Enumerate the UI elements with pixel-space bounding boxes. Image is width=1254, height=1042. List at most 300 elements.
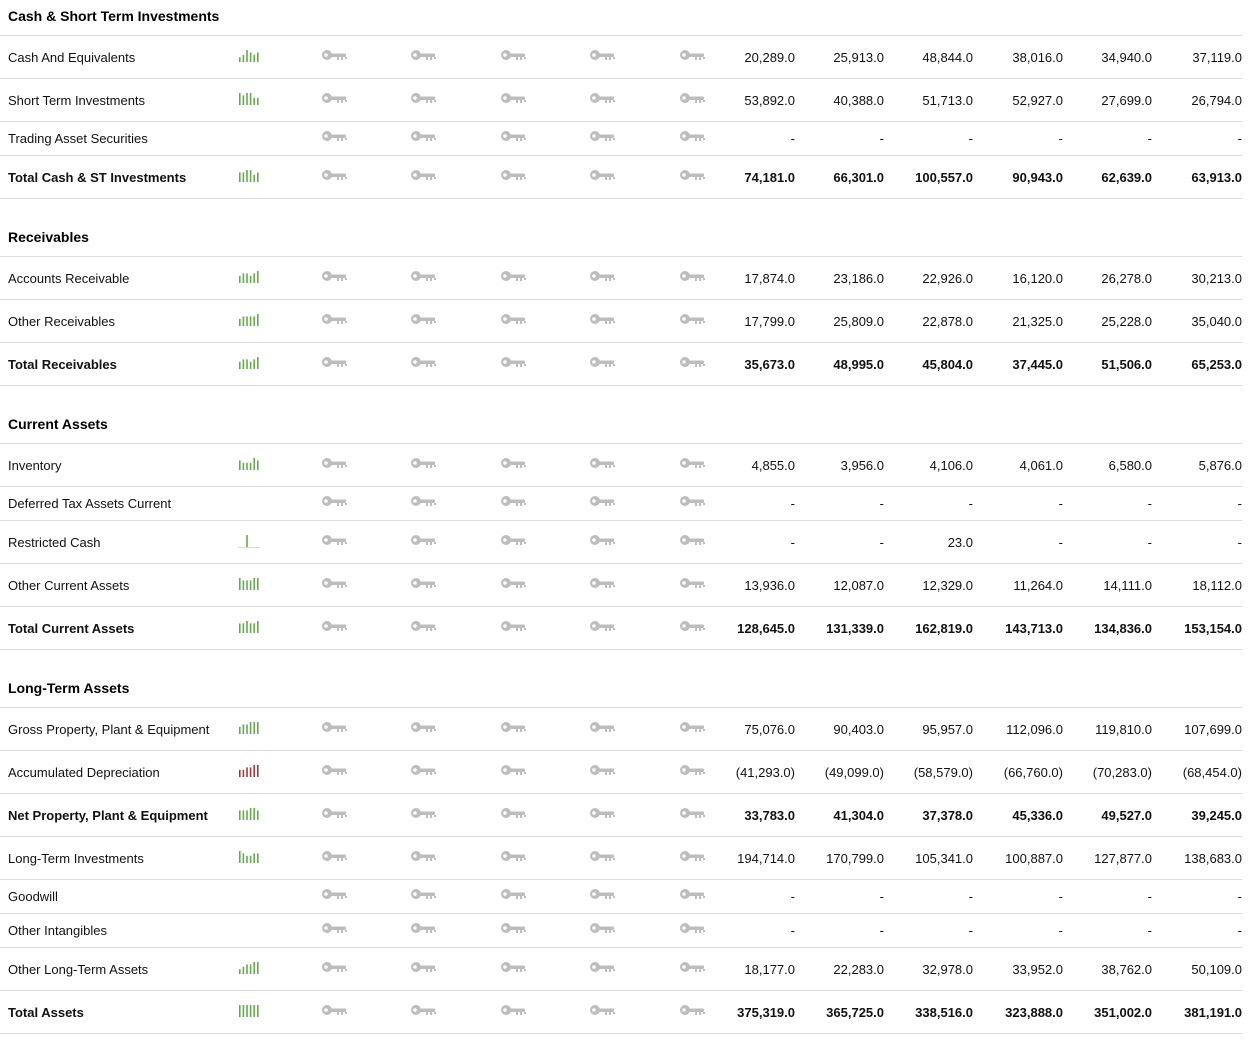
value-cell: 11,264.0	[1013, 577, 1063, 593]
row-label[interactable]: Goodwill	[8, 889, 58, 904]
row-label[interactable]: Other Current Assets	[8, 577, 130, 593]
value-cell: 194,714.0	[737, 850, 795, 866]
sparkline-chart-icon[interactable]	[238, 764, 260, 778]
locked-key-icon[interactable]	[500, 269, 528, 283]
sparkline-bar	[239, 623, 241, 633]
sparkline-bar	[257, 765, 259, 777]
row-divider	[0, 385, 1242, 386]
row-label[interactable]: Gross Property, Plant & Equipment	[8, 721, 210, 737]
locked-key-icon[interactable]	[321, 619, 349, 633]
sparkline-bar	[253, 1005, 255, 1017]
sparkline-bar	[253, 578, 255, 590]
value-cell: 18,177.0	[744, 961, 795, 977]
value-cell: 22,926.0	[922, 270, 973, 286]
row-label[interactable]: Total Cash & ST Investments	[8, 169, 187, 185]
table-row	[0, 486, 1254, 520]
row-label[interactable]: Other Long-Term Assets	[8, 961, 149, 977]
value-cell: 25,913.0	[833, 49, 884, 65]
value-cell: 95,957.0	[922, 721, 973, 737]
locked-key-icon[interactable]	[589, 806, 617, 820]
locked-key-icon[interactable]	[589, 576, 617, 590]
locked-key-icon[interactable]	[410, 456, 438, 470]
locked-key-icon[interactable]	[410, 763, 438, 777]
value-cell: 90,943.0	[1012, 169, 1063, 185]
locked-key-icon[interactable]	[321, 312, 349, 326]
value-cell: 375,319.0	[737, 1004, 795, 1020]
value-cell: -	[968, 923, 973, 938]
value-cell: 23,186.0	[833, 270, 884, 286]
locked-key-icon[interactable]	[589, 494, 617, 508]
locked-key-icon[interactable]	[321, 494, 349, 508]
row-label[interactable]: Trading Asset Securities	[8, 131, 148, 146]
value-cell: 65,253.0	[1191, 356, 1242, 372]
locked-key-icon[interactable]	[410, 960, 438, 974]
table-row	[0, 563, 1254, 606]
sparkline-bar	[239, 275, 241, 282]
locked-key-icon[interactable]	[321, 806, 349, 820]
sparkline-bar	[239, 318, 241, 325]
sparkline-bar	[253, 623, 255, 633]
sparkline-chart-icon[interactable]	[238, 457, 260, 471]
value-cell: -	[879, 889, 884, 904]
locked-key-icon[interactable]	[500, 168, 528, 182]
row-label[interactable]: Inventory	[8, 457, 62, 473]
row-label[interactable]: Cash And Equivalents	[8, 49, 136, 65]
sparkline-bar	[246, 964, 248, 974]
locked-key-icon[interactable]	[589, 849, 617, 863]
value-cell: -	[790, 889, 795, 904]
locked-key-icon[interactable]	[321, 763, 349, 777]
table-row	[0, 443, 1254, 486]
value-cell: 4,106.0	[929, 457, 973, 473]
value-cell: 53,892.0	[744, 92, 795, 108]
value-cell: 51,713.0	[922, 92, 973, 108]
locked-key-icon[interactable]	[589, 168, 617, 182]
table-row	[0, 750, 1254, 793]
sparkline-bar	[246, 810, 248, 820]
locked-key-icon[interactable]	[589, 456, 617, 470]
sparkline-chart-icon[interactable]	[238, 961, 260, 975]
locked-key-icon[interactable]	[321, 849, 349, 863]
value-cell: 90,403.0	[833, 721, 884, 737]
value-cell: 39,245.0	[1191, 807, 1242, 823]
table-row	[0, 78, 1254, 121]
sparkline-bar	[239, 726, 241, 733]
sparkline-bar	[243, 359, 245, 369]
value-cell: 100,887.0	[1005, 850, 1063, 866]
sparkline-bar	[253, 54, 255, 61]
sparkline-bar	[257, 810, 259, 820]
sparkline-bar	[257, 962, 259, 974]
locked-key-icon[interactable]	[589, 48, 617, 62]
locked-key-icon[interactable]	[500, 312, 528, 326]
locked-key-icon[interactable]	[589, 921, 617, 935]
table-row	[0, 836, 1254, 879]
sparkline-bar	[253, 97, 255, 104]
locked-key-icon[interactable]	[321, 355, 349, 369]
table-row	[0, 707, 1254, 750]
locked-key-icon[interactable]	[500, 849, 528, 863]
sparkline-bar	[250, 767, 252, 777]
row-divider	[0, 649, 1242, 650]
value-cell: 37,378.0	[922, 807, 973, 823]
sparkline-bar	[239, 1005, 241, 1017]
locked-key-icon[interactable]	[589, 720, 617, 734]
value-cell: 33,952.0	[1012, 961, 1063, 977]
row-label[interactable]: Long-Term Investments	[8, 850, 144, 866]
table-row	[0, 913, 1254, 947]
value-cell: 153,154.0	[1184, 620, 1242, 636]
locked-key-icon[interactable]	[410, 494, 438, 508]
sparkline-bar	[250, 1005, 252, 1017]
locked-key-icon[interactable]	[321, 269, 349, 283]
sparkline-bar	[246, 855, 248, 862]
locked-key-icon[interactable]	[589, 887, 617, 901]
value-cell: (70,283.0)	[1092, 764, 1152, 780]
locked-key-icon[interactable]	[321, 456, 349, 470]
locked-key-icon[interactable]	[321, 533, 349, 547]
row-label[interactable]: Total Receivables	[8, 356, 117, 372]
locked-key-icon[interactable]	[589, 960, 617, 974]
sparkline-bar	[239, 810, 241, 820]
sparkline-chart-icon[interactable]	[238, 92, 260, 106]
sparkline-bar	[250, 361, 252, 368]
sparkline-bar	[246, 535, 248, 547]
value-cell: 138,683.0	[1184, 850, 1242, 866]
value-cell: 119,810.0	[1095, 721, 1152, 737]
sparkline-chart-icon[interactable]	[238, 850, 260, 864]
section-title: Long-Term Assets	[8, 680, 130, 696]
sparkline-bar	[250, 93, 252, 105]
sparkline-bar	[243, 54, 245, 61]
value-cell: 35,673.0	[744, 356, 795, 372]
sparkline-bar	[246, 359, 248, 369]
sparkline-bar	[250, 722, 252, 734]
row-divider	[0, 1033, 1242, 1034]
locked-key-icon[interactable]	[410, 1003, 438, 1017]
sparkline-bar	[257, 271, 259, 283]
row-label[interactable]: Accumulated Depreciation	[8, 764, 160, 780]
value-cell: 20,289.0	[744, 49, 795, 65]
sparkline-bar	[243, 273, 245, 283]
sparkline-bar	[243, 580, 245, 590]
locked-key-icon[interactable]	[321, 129, 349, 143]
sparkline-bar	[246, 462, 248, 469]
value-cell: 21,325.0	[1012, 313, 1063, 329]
value-cell: 27,699.0	[1101, 92, 1152, 108]
locked-key-icon[interactable]	[410, 129, 438, 143]
locked-key-icon[interactable]	[589, 269, 617, 283]
locked-key-icon[interactable]	[589, 91, 617, 105]
locked-key-icon[interactable]	[410, 48, 438, 62]
value-cell: (66,760.0)	[1003, 764, 1063, 780]
table-row	[0, 121, 1254, 155]
locked-key-icon[interactable]	[589, 619, 617, 633]
value-cell: 112,096.0	[1006, 721, 1063, 737]
value-cell: -	[968, 131, 973, 146]
locked-key-icon[interactable]	[500, 619, 528, 633]
sparkline-bar	[257, 52, 259, 62]
value-cell: 18,112.0	[1192, 577, 1242, 593]
value-cell: 66,301.0	[833, 169, 884, 185]
sparkline-bar	[239, 172, 241, 182]
value-cell: -	[1147, 131, 1152, 146]
sparkline-bar	[253, 273, 255, 283]
locked-key-icon[interactable]	[321, 887, 349, 901]
sparkline-bar	[250, 170, 252, 182]
value-cell: 25,809.0	[833, 313, 884, 329]
row-label[interactable]: Other Receivables	[8, 313, 115, 329]
row-label[interactable]: Accounts Receivable	[8, 270, 130, 286]
value-cell: 131,339.0	[826, 620, 884, 636]
sparkline-bar	[243, 724, 245, 734]
value-cell: (58,579.0)	[913, 764, 973, 780]
sparkline-chart-icon[interactable]	[238, 49, 260, 63]
value-cell: 100,557.0	[915, 169, 973, 185]
value-cell: -	[1237, 923, 1242, 938]
locked-key-icon[interactable]	[410, 576, 438, 590]
value-cell: -	[1058, 923, 1063, 938]
value-cell: -	[1058, 534, 1063, 550]
value-cell: 23.0	[947, 534, 973, 550]
locked-key-icon[interactable]	[410, 849, 438, 863]
sparkline-bar	[246, 580, 248, 590]
sparkline-bar	[253, 808, 255, 820]
sparkline-bar	[250, 52, 252, 62]
value-cell: 50,109.0	[1191, 961, 1242, 977]
value-cell: -	[1237, 496, 1242, 511]
value-cell: 26,794.0	[1191, 92, 1242, 108]
locked-key-icon[interactable]	[500, 1003, 528, 1017]
sparkline-chart-icon[interactable]	[238, 807, 260, 821]
locked-key-icon[interactable]	[410, 921, 438, 935]
sparkline-bar	[246, 724, 248, 734]
sparkline-bar	[243, 966, 245, 973]
sparkline-bar	[243, 316, 245, 326]
locked-key-icon[interactable]	[410, 720, 438, 734]
sparkline-bar	[239, 851, 241, 863]
sparkline-chart-icon[interactable]	[238, 534, 260, 548]
locked-key-icon[interactable]	[321, 960, 349, 974]
value-cell: -	[1237, 534, 1242, 550]
locked-key-icon[interactable]	[500, 763, 528, 777]
locked-key-icon[interactable]	[500, 48, 528, 62]
value-cell: 75,076.0	[744, 721, 795, 737]
value-cell: -	[879, 131, 884, 146]
locked-key-icon[interactable]	[500, 494, 528, 508]
sparkline-bar	[253, 722, 255, 734]
locked-key-icon[interactable]	[410, 533, 438, 547]
sparkline-bar	[239, 361, 241, 368]
sparkline-bar	[246, 1005, 248, 1017]
table-row	[0, 256, 1254, 299]
value-cell: 35,040.0	[1191, 313, 1242, 329]
locked-key-icon[interactable]	[410, 806, 438, 820]
locked-key-icon[interactable]	[410, 887, 438, 901]
row-label[interactable]: Deferred Tax Assets Current	[8, 496, 172, 511]
value-cell: 12,087.0	[833, 577, 884, 593]
value-cell: 37,119.0	[1192, 49, 1242, 65]
table-row	[0, 35, 1254, 78]
sparkline-chart-icon[interactable]	[238, 620, 260, 634]
row-label[interactable]: Restricted Cash	[8, 534, 101, 550]
value-cell: -	[879, 534, 884, 550]
value-cell: 51,506.0	[1101, 356, 1152, 372]
locked-key-icon[interactable]	[500, 960, 528, 974]
value-cell: -	[968, 496, 973, 511]
locked-key-icon[interactable]	[589, 763, 617, 777]
value-cell: 127,877.0	[1094, 850, 1152, 866]
locked-key-icon[interactable]	[589, 1003, 617, 1017]
value-cell: -	[1147, 496, 1152, 511]
sparkline-bar	[257, 853, 259, 863]
value-cell: -	[879, 496, 884, 511]
locked-key-icon[interactable]	[321, 576, 349, 590]
value-cell: -	[879, 923, 884, 938]
value-cell: 107,699.0	[1184, 721, 1242, 737]
section-title: Current Assets	[8, 416, 108, 432]
section-title: Receivables	[8, 229, 89, 245]
value-cell: 17,799.0	[744, 313, 795, 329]
value-cell: 4,855.0	[751, 457, 795, 473]
sparkline-bar	[243, 853, 245, 863]
sparkline-chart-icon[interactable]	[238, 356, 260, 370]
sparkline-bar	[246, 621, 248, 633]
sparkline-bar	[257, 460, 259, 470]
value-cell: -	[1237, 889, 1242, 904]
value-cell: 22,283.0	[833, 961, 884, 977]
value-cell: 338,516.0	[915, 1004, 973, 1020]
value-cell: 14,111.0	[1103, 577, 1152, 593]
value-cell: 128,645.0	[737, 620, 795, 636]
sparkline-bar	[253, 174, 255, 181]
sparkline-chart-icon[interactable]	[238, 721, 260, 735]
row-label[interactable]: Total Current Assets	[8, 620, 135, 636]
value-cell: 48,995.0	[833, 356, 884, 372]
sparkline-bar	[257, 1005, 259, 1017]
value-cell: 6,580.0	[1108, 457, 1152, 473]
sparkline-bar	[243, 95, 245, 105]
locked-key-icon[interactable]	[500, 91, 528, 105]
value-cell: 40,388.0	[833, 92, 884, 108]
sparkline-bar	[253, 359, 255, 369]
locked-key-icon[interactable]	[500, 456, 528, 470]
locked-key-icon[interactable]	[589, 355, 617, 369]
locked-key-icon[interactable]	[410, 619, 438, 633]
sparkline-bar	[239, 578, 241, 590]
sparkline-bar	[253, 458, 255, 470]
sparkline-bar	[246, 767, 248, 777]
locked-key-icon[interactable]	[321, 921, 349, 935]
sparkline-bar	[239, 769, 241, 776]
value-cell: -	[1237, 131, 1242, 146]
sparkline-bar	[250, 275, 252, 282]
sparkline-bar	[243, 810, 245, 820]
sparkline-chart-icon[interactable]	[238, 577, 260, 591]
locked-key-icon[interactable]	[410, 168, 438, 182]
sparkline-bar	[257, 621, 259, 633]
locked-key-icon[interactable]	[589, 533, 617, 547]
locked-key-icon[interactable]	[500, 533, 528, 547]
sparkline-bar	[257, 357, 259, 369]
value-cell: 170,799.0	[826, 850, 884, 866]
value-cell: 48,844.0	[922, 49, 973, 65]
value-cell: 134,836.0	[1094, 620, 1152, 636]
sparkline-bar	[253, 853, 255, 863]
locked-key-icon[interactable]	[410, 312, 438, 326]
locked-key-icon[interactable]	[500, 720, 528, 734]
table-row	[0, 793, 1254, 836]
section-title: Cash & Short Term Investments	[8, 8, 220, 24]
value-cell: 25,228.0	[1101, 313, 1152, 329]
locked-key-icon[interactable]	[589, 129, 617, 143]
value-cell: -	[1058, 131, 1063, 146]
row-label[interactable]: Short Term Investments	[8, 92, 146, 108]
sparkline-chart-icon[interactable]	[238, 169, 260, 183]
sparkline-bar	[246, 316, 248, 326]
row-label[interactable]: Net Property, Plant & Equipment	[8, 807, 208, 823]
value-cell: (49,099.0)	[824, 764, 884, 780]
locked-key-icon[interactable]	[321, 1003, 349, 1017]
sparkline-bar	[243, 769, 245, 776]
value-cell: 16,120.0	[1012, 270, 1063, 286]
locked-key-icon[interactable]	[500, 921, 528, 935]
value-cell: 17,874.0	[744, 270, 795, 286]
table-row	[0, 342, 1254, 385]
row-label[interactable]: Other Intangibles	[8, 923, 108, 938]
table-row	[0, 520, 1254, 563]
locked-key-icon[interactable]	[410, 269, 438, 283]
value-cell: -	[790, 131, 795, 146]
value-cell: 26,278.0	[1101, 270, 1152, 286]
row-label[interactable]: Total Assets	[8, 1004, 84, 1020]
sparkline-bar	[253, 765, 255, 777]
sparkline-bar	[250, 964, 252, 974]
value-cell: (68,454.0)	[1182, 764, 1242, 780]
sparkline-bar	[250, 855, 252, 862]
locked-key-icon[interactable]	[321, 48, 349, 62]
locked-key-icon[interactable]	[410, 91, 438, 105]
value-cell: 323,888.0	[1005, 1004, 1063, 1020]
table-row	[0, 606, 1254, 649]
value-cell: 12,329.0	[922, 577, 973, 593]
locked-key-icon[interactable]	[321, 168, 349, 182]
locked-key-icon[interactable]	[500, 355, 528, 369]
sparkline-chart-icon[interactable]	[238, 313, 260, 327]
locked-key-icon[interactable]	[321, 91, 349, 105]
value-cell: 381,191.0	[1184, 1004, 1242, 1020]
value-cell: 32,978.0	[922, 961, 973, 977]
value-cell: 52,927.0	[1012, 92, 1063, 108]
locked-key-icon[interactable]	[321, 720, 349, 734]
locked-key-icon[interactable]	[500, 129, 528, 143]
locked-key-icon[interactable]	[410, 355, 438, 369]
value-cell: -	[1058, 496, 1063, 511]
locked-key-icon[interactable]	[500, 806, 528, 820]
locked-key-icon[interactable]	[500, 576, 528, 590]
locked-key-icon[interactable]	[500, 887, 528, 901]
sparkline-bar	[239, 93, 241, 105]
locked-key-icon[interactable]	[589, 312, 617, 326]
sparkline-chart-icon[interactable]	[238, 1004, 260, 1018]
value-cell: 45,804.0	[922, 356, 973, 372]
sparkline-bar	[243, 623, 245, 633]
sparkline-chart-icon[interactable]	[238, 270, 260, 284]
sparkline-bar	[257, 722, 259, 734]
value-cell: 4,061.0	[1019, 457, 1063, 473]
value-cell: 365,725.0	[826, 1004, 884, 1020]
value-cell: 22,878.0	[922, 313, 973, 329]
